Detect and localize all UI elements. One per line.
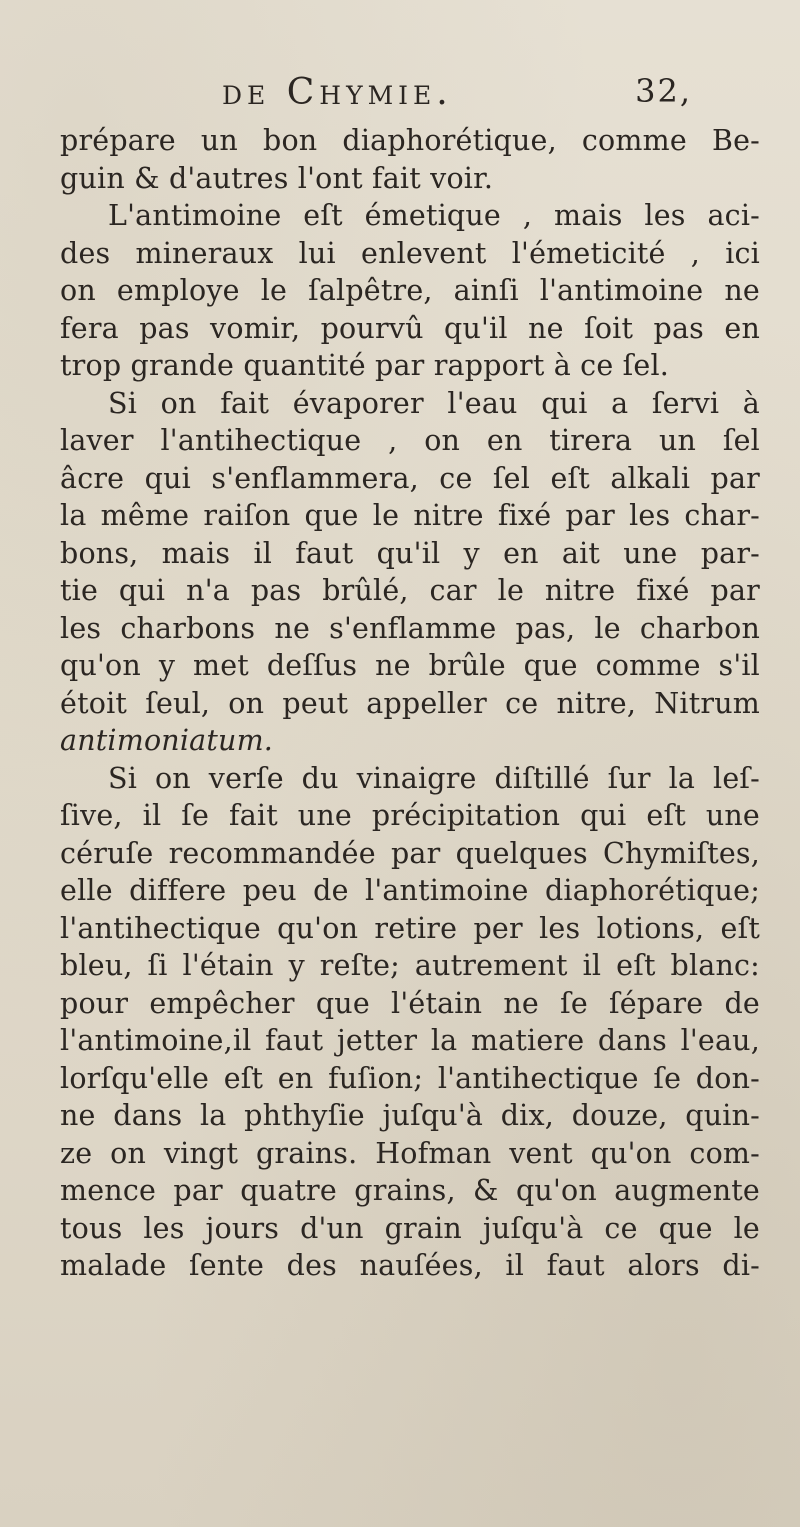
text-line: la même raiſon que le nitre fixé par les char- — [60, 499, 760, 532]
text-line: prépare un bon diaphorétique, comme Be- — [60, 124, 760, 157]
text-line: trop grande quantité par rapport à ce ſel. — [60, 349, 670, 382]
running-head-title: de Chymie. — [222, 72, 453, 113]
text-line: mence par quatre grains, & qu'on augmente — [60, 1174, 760, 1207]
paragraph-start-line: Si on fait évaporer l'eau qui a ſervi à — [108, 386, 760, 420]
text-line: bleu, ſi l'étain y reſte; autrement il eſt blanc: — [60, 949, 760, 982]
text-line: pour empêcher que l'étain ne ſe ſépare de — [60, 986, 760, 1020]
text-line: bons, mais il faut qu'il y en ait une par- — [60, 536, 760, 570]
text-line-italic: antimoniatum. — [60, 724, 274, 757]
body-text — [60, 122, 760, 1285]
running-head — [222, 72, 692, 118]
text-line: ſive, il ſe fait une précipitation qui eſt une — [60, 799, 760, 832]
text-line: lorſqu'elle eſt en fuſion; l'antihectique ſe don- — [60, 1061, 760, 1095]
paragraph-start-line: L'antimoine eſt émetique , mais les aci- — [108, 199, 760, 232]
text-line: laver l'antihectique , on en tirera un ſel — [60, 424, 760, 457]
text-line: elle differe peu de l'antimoine diaphorétique; — [60, 874, 760, 907]
paragraph-start-line: Si on verſe du vinaigre diſtillé ſur la leſ- — [108, 761, 760, 795]
text-line: fera pas vomir, pourvû qu'il ne ſoit pas en — [60, 311, 760, 345]
text-line: des mineraux lui enlevent l'émeticité , ici — [60, 236, 760, 270]
text-line: qu'on y met deſſus ne brûle que comme s'il — [60, 649, 760, 682]
text-line: l'antimoine,il faut jetter la matiere dans l'eau, — [60, 1024, 760, 1057]
text-line: les charbons ne s'enflamme pas, le charbon — [60, 611, 760, 645]
text-line: céruſe recommandée par quelques Chymiſtes, — [60, 836, 760, 870]
text-line: âcre qui s'enflammera, ce ſel eſt alkali par — [60, 461, 760, 495]
text-line: ze on vingt grains. Hofman vent qu'on com- — [60, 1136, 760, 1170]
text-line: tous les jours d'un grain juſqu'à ce que le — [60, 1211, 760, 1245]
page-number: 32, — [635, 72, 692, 110]
text-line: étoit ſeul, on peut appeller ce nitre, Nitrum — [60, 686, 760, 720]
text-line: malade ſente des nauſées, il faut alors di- — [60, 1249, 760, 1282]
text-line: ne dans la phthyſie juſqu'à dix, douze, quin- — [60, 1099, 760, 1132]
text-line: l'antihectique qu'on retire per les lotions, eſt — [60, 911, 760, 945]
text-line: tie qui n'a pas brûlé, car le nitre fixé par — [60, 574, 760, 607]
text-line: guin & d'autres l'ont fait voir. — [60, 161, 494, 195]
text-line: on employe le ſalpêtre, ainſi l'antimoine ne — [60, 274, 760, 307]
